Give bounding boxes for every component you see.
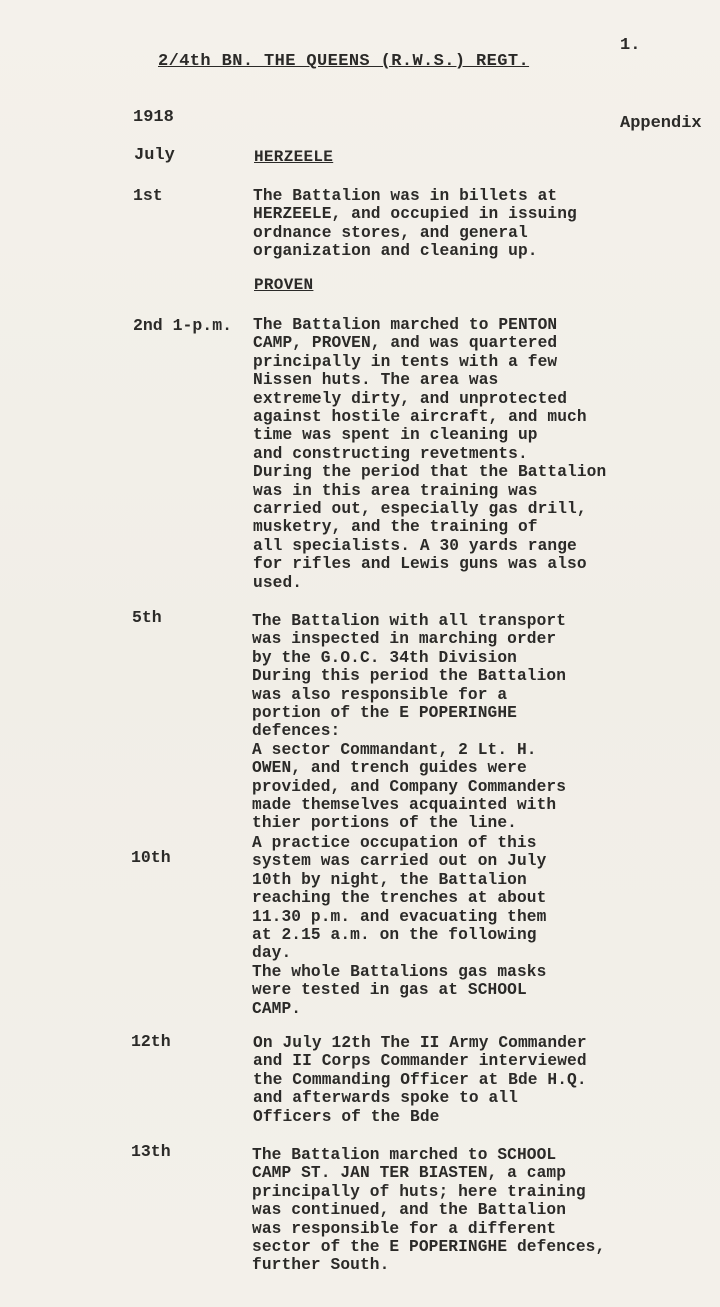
page-number: 1. bbox=[620, 36, 641, 55]
entry-text-13th: The Battalion marched to SCHOOL CAMP ST. JAN TER BIASTEN, a camp principally of huts; here training was continued, and the Battalion was responsible for a different sector of the E POPERINGHE defences, further South. bbox=[252, 1146, 606, 1275]
entry-text-2nd: The Battalion marched to PENTON CAMP, PROVEN, and was quartered principally in tents with a few Nissen huts. The area was extremely dirty, and unprotected against hostile aircraft, and much time was spent in cleaning up and constructing revetments. During the period that the Battalion was in this area training was carried out, especially gas drill, musketry, and the training of all specialists. A 30 yards range for rifles and Lewis guns was also used. bbox=[253, 316, 607, 592]
entry-date-5th: 5th bbox=[132, 608, 162, 627]
entry-text-10th: A practice occupation of this system was carried out on July 10th by night, the Battalion reaching the trenches at about 11.30 p.m. and evacuating them at 2.15 a.m. on the following day. The whole Battalions gas masks were tested in gas at SCHOOL CAMP. bbox=[252, 834, 547, 1018]
entry-date-13th: 13th bbox=[131, 1142, 171, 1161]
location-heading-herzeele: HERZEELE bbox=[254, 148, 334, 166]
entry-text-5th: The Battalion with all transport was inspected in marching order by the G.O.C. 34th Division During this period the Battalion was also responsible for a portion of the E POPERINGHE defences: A sector Commandant, 2 Lt. H. OWEN, and trench guides were provided, and Company Commanders made themselves acquainted with thier portions of the line. bbox=[252, 612, 567, 833]
entry-date-1st: 1st bbox=[133, 186, 163, 205]
month-label: July bbox=[134, 146, 175, 165]
document-title: 2/4th BN. THE QUEENS (R.W.S.) REGT. bbox=[158, 52, 530, 71]
entry-text-1st: The Battalion was in billets at HERZEELE, and occupied in issuing ordnance stores, and general organization and cleaning up. bbox=[253, 187, 577, 261]
entry-text-12th: On July 12th The II Army Commander and II Corps Commander interviewed the Commanding Officer at Bde H.Q. and afterwards spoke to all Officers of the Bde bbox=[253, 1034, 587, 1126]
appendix-heading: Appendix bbox=[620, 114, 702, 133]
location-heading-proven: PROVEN bbox=[254, 276, 314, 294]
entry-date-10th: 10th bbox=[131, 848, 171, 867]
entry-date-2nd: 2nd 1-p.m. bbox=[133, 316, 233, 335]
entry-date-12th: 12th bbox=[131, 1032, 171, 1051]
year-label: 1918 bbox=[133, 108, 174, 127]
